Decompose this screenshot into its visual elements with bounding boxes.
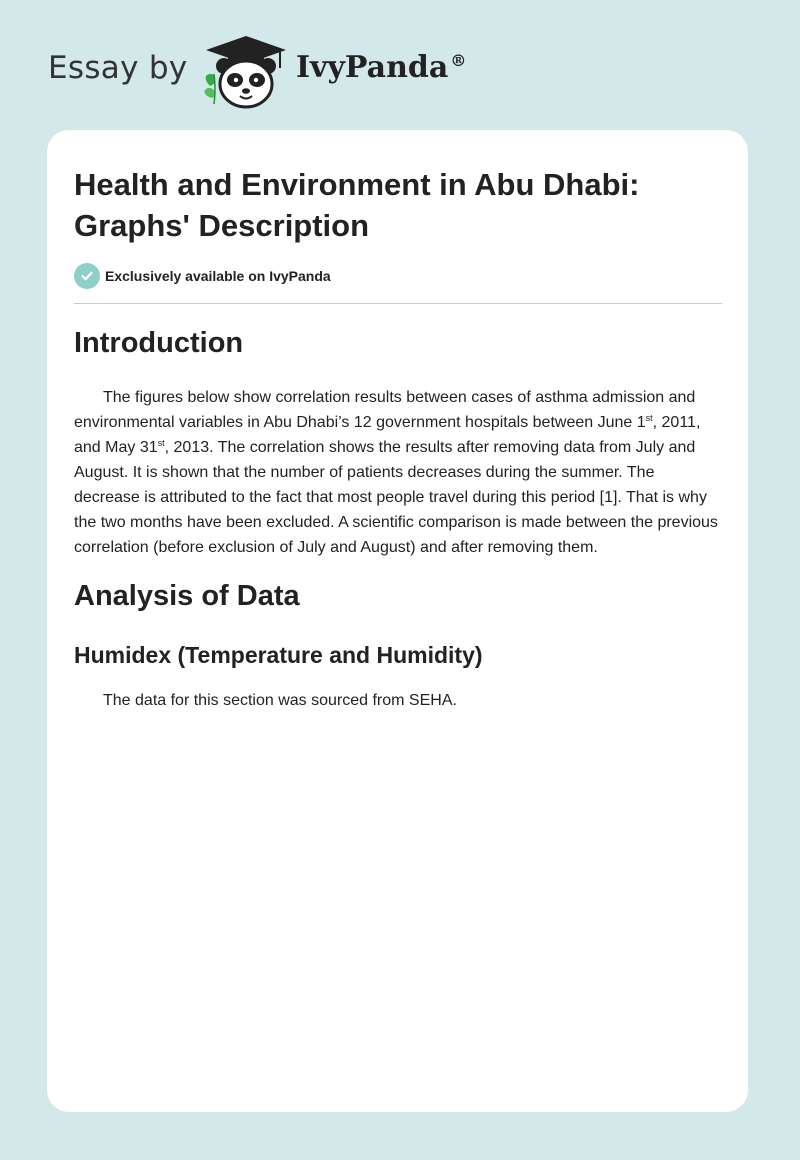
ivypanda-panda-logo-icon[interactable] bbox=[200, 34, 292, 110]
intro-text-part-1: The figures below show correlation results between cases of asthma admission and environmental variables in Abu Dhabi’s 12 government hospitals between June 1 bbox=[74, 389, 696, 431]
brand-name-text: IvyPanda bbox=[296, 50, 449, 85]
site-header bbox=[0, 0, 800, 130]
intro-text-part-3: , 2013. The correlation shows the results after removing data from July and August. It is shown that the number of patients decreases during the summer. The decrease is attributed to the fact that most people travel during this period [1]. That is why the two months have been excluded. A scientific comparison is made between the previous correlation (before exclusion of July and August) and after removing them. bbox=[74, 439, 718, 556]
registered-mark: ® bbox=[450, 51, 467, 70]
intro-superscript-1: st bbox=[645, 413, 653, 423]
brand-name[interactable] bbox=[296, 50, 466, 85]
introduction-heading: Introduction bbox=[74, 327, 244, 359]
exclusive-badge bbox=[74, 263, 331, 289]
essay-by-label: Essay by bbox=[48, 50, 188, 86]
intro-superscript-2: st bbox=[157, 438, 165, 448]
title-divider bbox=[74, 303, 722, 304]
intro-text-part-2: , 2011, and May 31 bbox=[74, 414, 701, 456]
check-icon bbox=[74, 263, 100, 289]
exclusive-label: Exclusively available on IvyPanda bbox=[105, 268, 331, 284]
page-title: Health and Environment in Abu Dhabi: Graphs' Description bbox=[74, 167, 640, 243]
essay-card bbox=[47, 130, 748, 1112]
humidex-subheading: Humidex (Temperature and Humidity) bbox=[74, 642, 483, 668]
introduction-paragraph bbox=[74, 385, 722, 560]
analysis-heading: Analysis of Data bbox=[74, 580, 300, 612]
humidex-paragraph: The data for this section was sourced from SEHA. bbox=[103, 692, 457, 709]
